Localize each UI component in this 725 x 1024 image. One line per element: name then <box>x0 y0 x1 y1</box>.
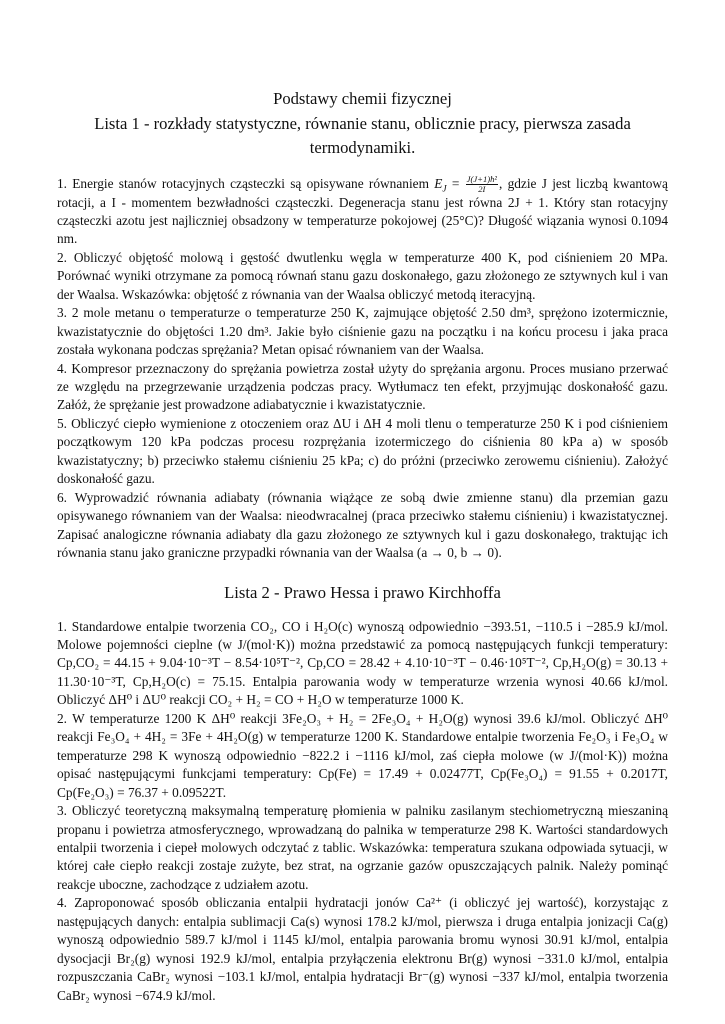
course-title: Podstawy chemii fizycznej <box>273 89 452 108</box>
problem-1-1: 1. Energie stanów rotacyjnych cząsteczki są opisywane równaniem $E_J$ = $\frac{\text{J(J+1)ħ²}}{2I}$ , gdzie J jest liczbą kwantową rotacji, a I - momentem bezwładności cząsteczki. Degeneracja stanu jest równa 2J + 1. Który stan rotacyjny cząsteczki azotu jest najliczniej obsadzony w temperaturze pokojowej (25°C)? Długość wiązania wynosi 0.1094 nm. <box>57 173 668 247</box>
list2-title: Lista 2 - Prawo Hessa i prawo Kirchhoffa <box>224 582 501 602</box>
problem-1-5: 5. Obliczyć ciepło wymienione z otoczeniem oraz ΔU i ΔH 4 moli tlenu o temperaturze 250 K i pod ciśnieniem początkowym 120 kPa podczas procesu rozprężania izotermiczego do ciśnienia 80 kPa a) w sposób kwazistatyczny; b) przeciwko stałemu ciśnieniu 25 kPa; c) do próżni (przeciwko zerowemu ciśnieniu). Założyć doskonałość gazu. <box>57 415 668 487</box>
problem-2-4: 4. Zaproponować sposób obliczania entalpii hydratacji jonów Ca²⁺ (i obliczyć jej wartość), korzystając z następujących danych: entalpia sublimacji Ca(s) wynosi 178.2 kJ/mol, pierwsza i druga entalpia jonizacji Ca(g) wynoszą odpowiednio 589.7 kJ/mol i 1145 kJ/mol, entalpia parowania bromu wynosi 30.91 kJ/mol, entalpia dysocjacji Br₂(g) wynosi 192.9 kJ/mol, entalpia przyłączenia elektronu Br(g) wynosi −331.0 kJ/mol, entalpia rozpuszczania CaBr₂ wynosi −103.1 kJ/mol, entalpia hydratacji Br⁻(g) wynosi −337 kJ/mol, entalpia tworzenia CaBr₂ wynosi −674.9 kJ/mol. <box>57 895 668 1003</box>
problem-1-2: 2. Obliczyć objętość molową i gęstość dwutlenku węgla w temperaturze 400 K, pod ciśnieniem 20 MPa. Porównać wyniki otrzymane za pomocą równań stanu gazu doskonałego, gazu złożonego ze sztywnych kul i van der Waalsa. Wskazówka: objętość z równania van der Waalsa obliczyć metodą iteracyjną. <box>57 249 668 302</box>
problem-1-6: 6. Wyprowadzić równania adiabaty (równania wiążące ze sobą dwie zmienne stanu) dla przemian gazu opisywanego równaniem van der Waalsa: nieodwracalnej (praca przeciwko stałemu ciśnieniu) i kwazistatycznej. Zapisać analogiczne równania adiabaty dla gazu złożonego ze sztywnych kul i gazu doskonałego, traktując ich równania stanu jako graniczne przypadki równania van der Waalsa (a → 0, b → 0). <box>57 489 668 561</box>
list1-problems <box>57 175 668 563</box>
list1-title-cont: termodynamiki. <box>309 138 416 157</box>
problem-1-3: 3. 2 mole metanu o temperaturze o temperaturze 250 K, zajmujące objętość 2.50 dm³, sprężono izotermicznie, kwazistatycznie do objętości 1.20 dm³. Jakie było ciśnienie gazu na początku i na końcu procesu i jaka praca została wykonana podczas sprężania? Metan opisać równaniem van der Waalsa. <box>57 305 668 358</box>
problem-2-3: 3. Obliczyć teoretyczną maksymalną temperaturę płomienia w palniku zasilanym stechiometryczną mieszaniną propanu i powietrza atmosferycznego, wprowadzaną do palnika w temperaturze 298 K. Wartości standardowych entalpii tworzenia i ciepeł molowych odczytać z tablic. Wskazówka: temperatura szukana odpowiada sytuacji, w której całe ciepło reakcji zostaje zużyte, bez strat, na ogrzanie gazów opuszczających palnik. Należy pominąć reakcje uboczne, zachodzące z udziałem azotu. <box>57 803 668 892</box>
list1-title: Lista 1 - rozkłady statystyczne, równanie stanu, oblicznie pracy, pierwsza zasada <box>94 113 631 133</box>
list2-problems <box>57 618 668 1006</box>
document-header <box>57 0 668 161</box>
energy-formula: $\frac{\text{J(J+1)ħ²}}{2I}$ <box>466 173 497 194</box>
problem-2-1: 1. Standardowe entalpie tworzenia CO₂, CO i H₂O(c) wynoszą odpowiednio −393.51, −110.5 i −285.9 kJ/mol. Molowe pojemności cieplne (w J/(mol·K)) można przedstawić za pomocą następujących funkcji temperatury: Cp,CO₂ = 44.15 + 9.04·10⁻³T − 8.54·10⁵T⁻², Cp,CO = 28.42 + 4.10·10⁻³T − 0.46·10⁵T⁻², Cp,H₂O(g) = 30.13 + 11.30·10⁻³T, Cp,H₂O(c) = 75.15. Entalpia parowania wody w temperaturze wrzenia wynosi 40.66 kJ/mol. Obliczyć ΔH⁰ i ΔU⁰ reakcji CO₂ + H₂ = CO + H₂O w temperaturze 1000 K. <box>57 618 668 708</box>
problem-2-2: 2. W temperaturze 1200 K ΔH⁰ reakcji 3Fe₂O₃ + H₂ = 2Fe₃O₄ + H₂O(g) wynosi 39.6 kJ/mol. Obliczyć ΔH⁰ reakcji Fe₃O₄ + 4H₂ = 3Fe + 4H₂O(g) w temperaturze 1200 K. Standardowe entalpie tworzenia Fe₂O₃ i Fe₃O₄ w temperaturze 298 K wynoszą odpowiednio −822.2 i −1116 kJ/mol, zaś ciepła molowe (w J/(mol·K)) można opisać następującymi funkcjami temperatury: Cp(Fe) = 17.49 + 0.02477T, Cp(Fe₃O₄) = 91.55 + 0.2017T, Cp(Fe₂O₃) = 76.37 + 0.09522T. <box>57 710 668 800</box>
problem-1-4: 4. Kompresor przeznaczony do sprężania powietrza został użyty do sprężania argonu. Proces musiano przerwać ze względu na przegrzewanie urządzenia podczas pracy. Wytłumacz ten efekt, przyjmując doskonałość gazu. Załóż, że sprężanie jest prowadzone adiabatycznie i kwazistatycznie. <box>57 360 668 413</box>
